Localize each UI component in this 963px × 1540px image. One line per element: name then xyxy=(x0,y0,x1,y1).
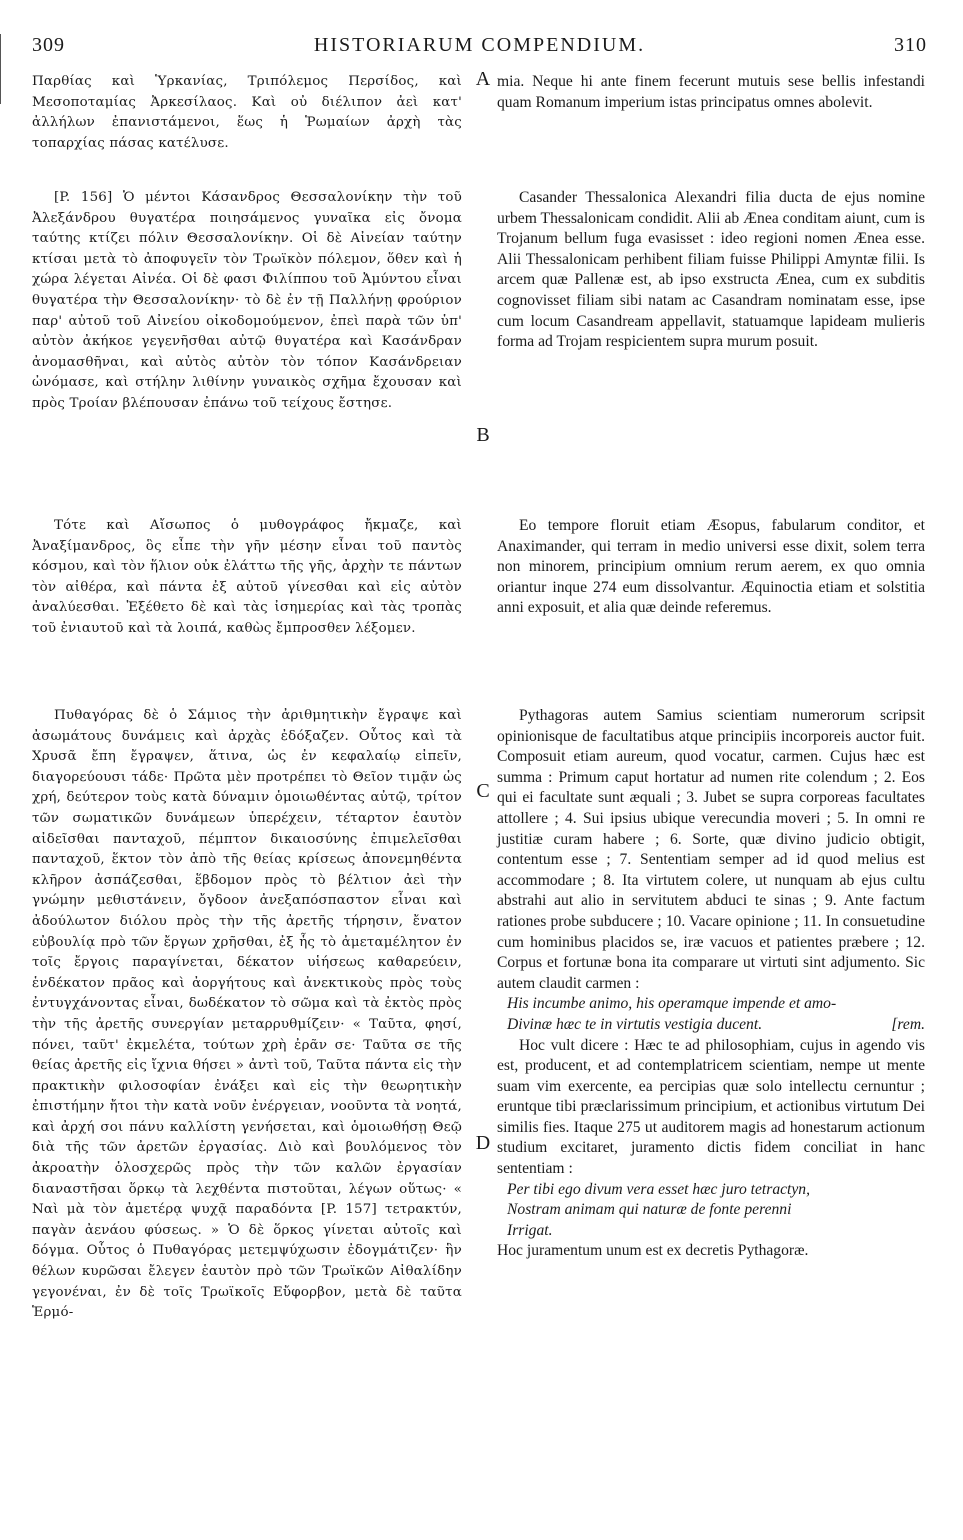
verse-continuation: [rem. xyxy=(891,1015,925,1033)
running-title: HISTORIARUM COMPENDIUM. xyxy=(313,34,646,56)
latin-text: Eo tempore floruit etiam Æsopus, fabularum conditor, et Anaximander, qui terram in medio universi esse dixit, solem terra non minorem, principium omnium rerum aerem, ex quo omnia oriantur inque 274 eum dissolvantur. Æquinoctia etiam et solstitia anni exposuit, et alia quæ deinde referemus. xyxy=(497,517,925,617)
running-head xyxy=(32,34,927,64)
latin-paragraph-1 xyxy=(497,72,925,113)
margin-letter-b: B xyxy=(476,424,490,446)
latin-text: mia. Neque hi ante finem fecerunt mutuis sese bellis infestandi quam Romanum imperium istas principatus omnes abolevit. xyxy=(497,73,925,111)
latin-paragraph-3 xyxy=(497,516,925,619)
latin-text: Pythagoras autem Samius scientiam numerorum scripsit opinionisque de facultatibus atque principiis incorporeis auctor fuit. Composuit etiam aureum, quod vocatur, carmen. Cujus hæc est summa : Primum caput hortatur ad numen rite colendum ; 2. Eos qui ei facultate sunt æquali ; 3. Jubet se supra corporeas facultates attollere ; 4. Sui ipsius ubique verecundia moveri ; 5. In omni re justitiæ curam habere ; 6. Sorte, quæ divino judicio obtigit, contentum esse ; 7. Sententiam semper ad id quod melius est accommodare ; 8. Ita virtutem colere, ut nunquam ab ejus cultu abstrahi aut alio in servitutem abduci te sinas ; 9. Ante factum rationes probe subducere ; 10. Vacare opinione ; 11. In consuetudine cum hominibus placidos se, iræ vacuos et patientes præbere ; 12. Corpus et fortunæ bona ita comparare ut virtuti sint adjumento. Sic autem claudit carmen : xyxy=(497,707,925,992)
margin-letter-a: A xyxy=(475,68,491,90)
verse-line xyxy=(497,1015,925,1036)
verse-line: Per tibi ego divum vera esset hæc juro tetractyn, xyxy=(507,1180,810,1198)
latin-text: Hoc juramentum unum est ex decretis Pythagoræ. xyxy=(497,1242,809,1260)
greek-paragraph-3 xyxy=(32,516,462,640)
verse-line: Nostram animam qui naturæ de fonte perenni xyxy=(507,1201,792,1219)
verse-line: Irrigat. xyxy=(507,1221,553,1239)
greek-text: Πυθαγόρας δὲ ὁ Σάμιος τὴν ἀριθμητικὴν ἔγραψε καὶ ἀσωμάτους δυνάμεις καὶ ἀρχὰς ἐδόξαζεν. Οὗτος καὶ τὰ Χρυσᾶ ἔπη ἔγραψεν, ἅτινα, ὡς ἐν κεφαλαίῳ εἰπεῖν, διαγορεύουσι τάδε· Πρῶτα μὲν προτρέπει τὸ Θεῖον τιμᾷν ὡς χρή, δεύτερον τοὺς κατὰ δύναμιν ὁμοιωθέντας αὐτῷ, τρίτον τῶν σωματικῶν δυνάμεων ὑπερέχειν, τέταρτον ἑαυτὸν αἰδεῖσθαι πανταχοῦ, πέμπτον δικαιοσύνης ἐπιμελεῖσθαι πανταχοῦ, ἕκτον τὸν ἀπὸ τῆς θείας κρίσεως ἀπονεμηθέντα κλῆρον ἀσπάζεσθαι, ἕβδομον πρὸς τὸ βέλτιον ἀεὶ τὴν γνώμην μεθιστάνειν, ὄγδοον ἀνεξαπόσπαστον εἶναι καὶ ἀδούλωτον διόλου πρὸς τὴν τῆς ἀρετῆς τήρησιν, ἔνατον εὐβουλίᾳ πρὸ τῶν ἔργων χρῆσθαι, ἐξ ἧς τὸ ἀμεταμέλητον ἐν τοῖς ἔργοις παραγίνεται, δέκατον υἱήσεως καθαρεύειν, ἑνδέκατον πρᾶος καὶ ἀοργήτους καὶ ἀνεκτικοὺς πρὸς τοὺς ἐντυγχάνοντας εἶναι, δωδέκατον τὸ σῶμα καὶ τὰ ἐκτὸς πρὸς τὴν τῆς ἀρετῆς συνεργίαν μεταρρυθμίζειν· « Ταῦτα, φησί, πόνει, ταῦτ' ἐκμελέτα, τούτων χρὴ ἐρᾶν σε· Ταῦτα σε τῆς θείας ἀρετῆς εἰς ἴχνια θήσει » ἀντὶ τοῦ, Ταῦτα πάντα εἰς τὴν πρακτικὴν φιλοσοφίαν ἐνάξει καὶ εἰς τὴν θεωρητικὴν ἐπιστήμην ἤτοι τὴν κατὰ νοῦν ἐνέργειαν, νοοῦντα τὰ νοητά, καὶ ἀρχή σοι πάνυ καλλίστη γενήσεται, καὶ ὁμοιωθήσῃ Θεῷ διὰ τῆς τῶν ἀρετῶν ἐργασίας. Διὸ καὶ βουλόμενος τὸν ἀκροατὴν ὁλοσχερῶς πρὸς τὴν τῶν καλῶν ἐργασίαν διαναστῆσαι ὅρκῳ τὰ λεχθέντα πιστοῦται, λέγων οὕτως· « Ναὶ μὰ τὸν ἀμετέρᾳ ψυχᾷ παραδόντα [P. 157] τετρακτύν, παγὰν ἀενάου φύσεως. » Ὁ δὲ ὅρκος γίνεται αὐτοῖς καὶ δόγμα. Οὗτος ὁ Πυθαγόρας μετεμψύχωσιν ἐδογμάτιζεν· ἣν θέλων κυρῶσαι ἔλεγεν ἑαυτὸν πρὸ τῶν Τρωϊκῶν Αἰθαλίδην γεγονέναι, ἐν δὲ τοῖς Τρωϊκοῖς Εὔφορβον, μετὰ δὲ ταῦτα Ἑρμό- xyxy=(32,708,462,1321)
page-number-right: 310 xyxy=(894,34,927,56)
greek-text: Παρθίας καὶ Ὑρκανίας, Τριπόλεμος Περσίδος, καὶ Μεσοποταμίας Ἀρκεσίλαος. Καὶ οὐ διέλιπον ἀεὶ κατ' ἀλλήλων ἐπανιστάμενοι, ἕως ἡ Ῥωμαίων ἀρχὴ τὰς τοπαρχίας πάσας κατέλυσε. xyxy=(32,74,462,151)
latin-text: Hoc vult dicere : Hæc te ad philosophiam, cujus in agendo vis est, producent, et ad contemplatricem scientiam, nempe ut mente suam vim exercente, ea percipias quæ solo intellectu cernuntur ; eruntque tibi præclarissimum principium, et actionibus virtutum Dei similis fies. Itaque 275 ut auditorem magis ad honestarum actionum studium excitaret, juramento dictis fidem conciliat in hanc sententiam : xyxy=(497,1036,925,1178)
binding-edge-line xyxy=(0,34,4,104)
greek-paragraph-2 xyxy=(32,188,462,415)
latin-paragraph-2 xyxy=(497,188,925,353)
greek-paragraph-4 xyxy=(32,706,462,1324)
greek-text: Τότε καὶ Αἴσωπος ὁ μυθογράφος ἤκμαζε, καὶ Ἀναξίμανδρος, ὃς εἶπε τὴν γῆν μέσην εἶναι τοῦ παντὸς κόσμου, καὶ τὸν ἥλιον οὐκ ἐλάττω τῆς γῆς, ἀρχὴν τε πάντων τὸν αἰθέρα, καὶ πάντα ἐξ αὐτοῦ γίνεσθαι καὶ εἰς αὐτὸν ἀναλύεσθαι. Ἐξέθετο δὲ καὶ τὰς ἰσημερίας καὶ τὰς τροπὰς τοῦ ἐνιαυτοῦ καὶ τὰ λοιπά, καθὼς ἔμπροσθεν λέξομεν. xyxy=(32,518,462,636)
page-number-left: 309 xyxy=(32,34,65,56)
verse-line: His incumbe animo, his operamque impende et amo- xyxy=(507,995,837,1013)
verse-text: Divinæ hæc te in virtutis vestigia ducent. xyxy=(507,1015,763,1033)
latin-text: Casander Thessalonica Alexandri filia ducta de ejus nomine urbem Thessalonicam condidit. Alii ab Ænea conditam aiunt, cum is Trojanum bellum fuga evasisset : ideo regioni nomen Ænea esse. Alii Thessalonicam perhibent filiam fuisse Philippi Amyntæ filii. Is arcem quæ Pallenæ est, ab ipso exstructa Ænea, cum ex subditis cognovisset filiam sibi natam ac Casandram nominatam esse, ipse cum locum Casandream appellavit, statuamque lapideam mulieris forma ad Trojam respicientem supra murum posuit. xyxy=(497,189,925,351)
greek-text: [P. 156] Ὁ μέντοι Κάσανδρος Θεσσαλονίκην τὴν τοῦ Ἀλεξάνδρου θυγατέρα ποιησάμενος γυναῖκα εἰς ὄνομα ταύτης κτίζει πόλιν Θεσσαλονίκην. Οἱ δὲ Αἰνείαν ταύτην κτίσαι μετὰ τὸ ἀποφυγεῖν τὸν Τρωϊκὸν πόλεμον, ὅθεν καὶ ἡ χώρα λέγεται Αἰνέα. Οἱ δὲ φασι Φιλίππου τοῦ Ἀμύντου εἶναι θυγατέρα τὴν Θεσσαλονίκην· τὸ δὲ ἐν τῇ Παλλήνῃ φρούριον παρ' αὐτοῦ τοῦ Αἰνείου οἰκοδομούμενον, ἐπεὶ παρὰ τῶν ὑπ' αὐτὸν ἀκήκοε γεγενῆσθαι αὐτῷ θυγατέρα καὶ Κασάνδραν ἀνομασθῆναι, καὶ αὐτὸς αὐτὸν τὸν τόπον Κασάνδρειαν ὠνόμασε, καὶ στήλην λιθίνην γυναικὸς σχῆμα ἔχουσαν καὶ πρὸς Τροίαν βλέπουσαν ἐπάνω τοῦ τείχους ἔστησε. xyxy=(32,190,462,411)
latin-paragraph-4 xyxy=(497,706,925,1262)
greek-paragraph-1 xyxy=(32,72,462,154)
margin-letter-c: C xyxy=(476,780,490,802)
margin-letter-d: D xyxy=(475,1132,491,1154)
